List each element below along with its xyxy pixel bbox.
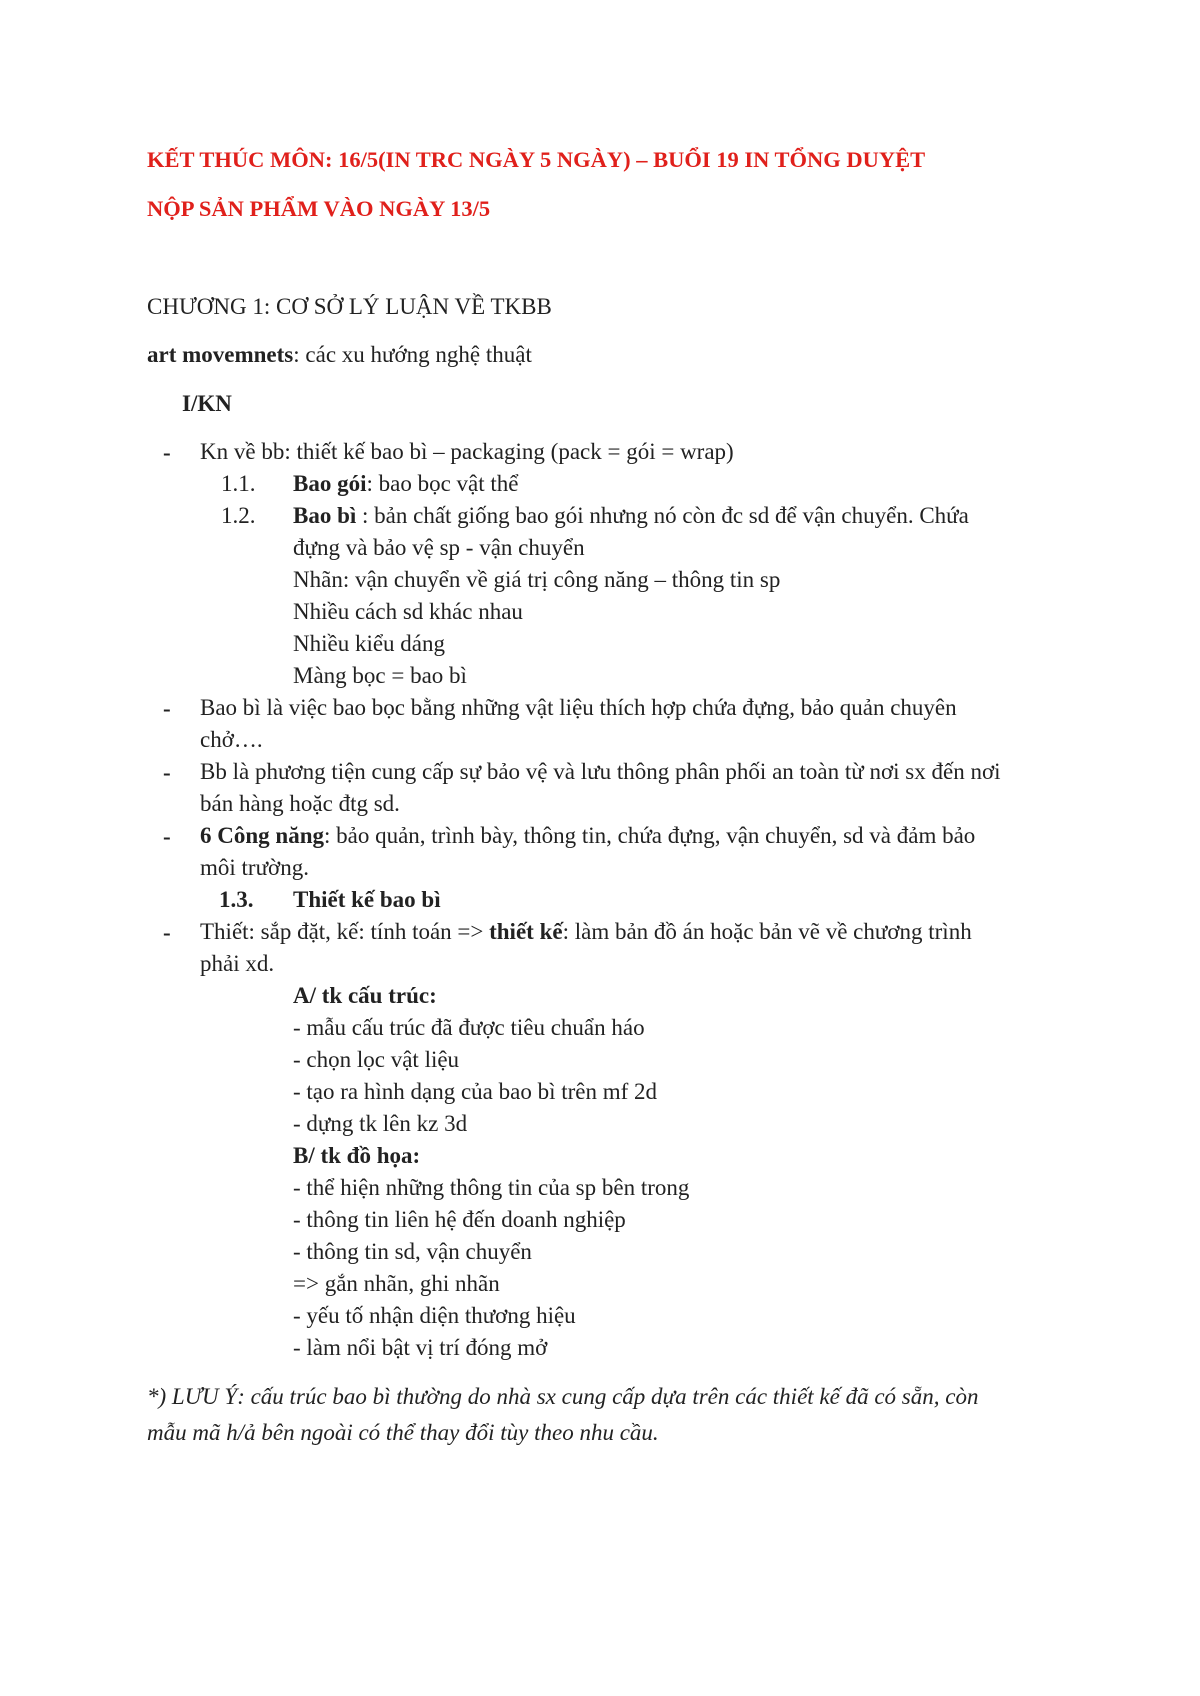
graphic-title: B/ tk đồ họa: [293, 1143, 421, 1168]
bullet-4-rest: : bảo quản, trình bày, thông tin, chứa đựng, vận chuyển, sd và đảm bảo [323, 823, 976, 848]
graphic-item: - thể hiện những thông tin của sp bên trong [293, 1175, 690, 1200]
sub-1-3-title: Thiết kế bao bì [293, 887, 441, 912]
bullet-marker: - [163, 920, 171, 945]
bullet-marker: - [163, 824, 171, 849]
sub-1-2-line-3: Nhãn: vận chuyển về giá trị công năng – thông tin sp [293, 567, 781, 592]
art-term: art movemnets [147, 342, 294, 367]
sub-1-1-bold: Bao gói [293, 471, 367, 496]
sub-1-2-rest: : bản chất giống bao gói nhưng nó còn đc sd để vận chuyển. Chứa [356, 503, 969, 528]
bullet-5-pre: Thiết: sắp đặt, kế: tính toán => [200, 919, 490, 944]
chapter-title: CHƯƠNG 1: CƠ SỞ LÝ LUẬN VỀ TKBB [147, 294, 552, 319]
sub-number-1-3: 1.3. [219, 887, 254, 912]
bullet-4-line-2: môi trường. [200, 855, 309, 880]
bullet-3-line-1: Bb là phương tiện cung cấp sự bảo vệ và lưu thông phân phối an toàn từ nơi sx đến nơi [200, 759, 1001, 784]
bullet-2-line-1: Bao bì là việc bao bọc bằng những vật liệu thích hợp chứa đựng, bảo quản chuyên [200, 695, 957, 720]
bullet-5-rest: : làm bản đồ án hoặc bản vẽ về chương trình [562, 919, 972, 944]
art-definition: : các xu hướng nghệ thuật [293, 342, 532, 367]
sub-number-1-1: 1.1. [221, 471, 256, 496]
sub-1-2-line-5: Nhiều kiểu dáng [293, 631, 446, 656]
bullet-1-text: Kn về bb: thiết kế bao bì – packaging (pack = gói = wrap) [200, 439, 734, 464]
bullet-3-line-2: bán hàng hoặc đtg sd. [200, 791, 400, 816]
graphic-item: - thông tin liên hệ đến doanh nghiệp [293, 1207, 626, 1232]
graphic-item: - làm nổi bật vị trí đóng mở [293, 1335, 548, 1360]
sub-1-2-bold: Bao bì [293, 503, 357, 528]
graphic-item: - thông tin sd, vận chuyển [293, 1239, 532, 1264]
bullet-marker: - [163, 760, 171, 785]
art-movements-line [147, 340, 532, 370]
sub-1-2-line [293, 501, 969, 531]
sub-1-1-line [293, 469, 519, 499]
bullet-4-line-1 [200, 821, 975, 851]
sub-number-1-2: 1.2. [221, 503, 256, 528]
graphic-item: => gắn nhãn, ghi nhãn [293, 1271, 500, 1296]
sub-1-1-rest: : bao bọc vật thể [366, 471, 519, 496]
section-heading: I/KN [182, 391, 232, 416]
struct-item: - tạo ra hình dạng của bao bì trên mf 2d [293, 1079, 658, 1104]
header-line-1: KẾT THÚC MÔN: 16/5(IN TRC NGÀY 5 NGÀY) – BUỔI 19 IN TỔNG DUYỆT [147, 147, 926, 172]
bullet-marker: - [163, 440, 171, 465]
note-line-2: mẫu mã h/ả bên ngoài có thể thay đổi tùy theo nhu cầu. [147, 1420, 659, 1445]
graphic-item: - yếu tố nhận diện thương hiệu [293, 1303, 576, 1328]
struct-item: - chọn lọc vật liệu [293, 1047, 460, 1072]
sub-1-2-line-6: Màng bọc = bao bì [293, 663, 467, 688]
struct-item: - dựng tk lên kz 3d [293, 1111, 468, 1136]
struct-item: - mẫu cấu trúc đã được tiêu chuẩn háo [293, 1015, 645, 1040]
bullet-5-line-1 [200, 917, 972, 947]
bullet-2-line-2: chở…. [200, 727, 263, 752]
header-line-2: NỘP SẢN PHẨM VÀO NGÀY 13/5 [147, 196, 491, 221]
struct-title: A/ tk cấu trúc: [293, 983, 437, 1008]
bullet-4-bold: 6 Công năng [200, 823, 324, 848]
bullet-marker: - [163, 696, 171, 721]
sub-1-2-line-4: Nhiều cách sd khác nhau [293, 599, 523, 624]
bullet-5-bold: thiết kế [489, 919, 563, 944]
sub-1-2-line-2: đựng và bảo vệ sp - vận chuyển [293, 535, 585, 560]
note-line-1: *) LƯU Ý: cấu trúc bao bì thường do nhà sx cung cấp dựa trên các thiết kế đã có sẵn, còn [147, 1384, 979, 1409]
bullet-5-line-2: phải xd. [200, 951, 275, 976]
